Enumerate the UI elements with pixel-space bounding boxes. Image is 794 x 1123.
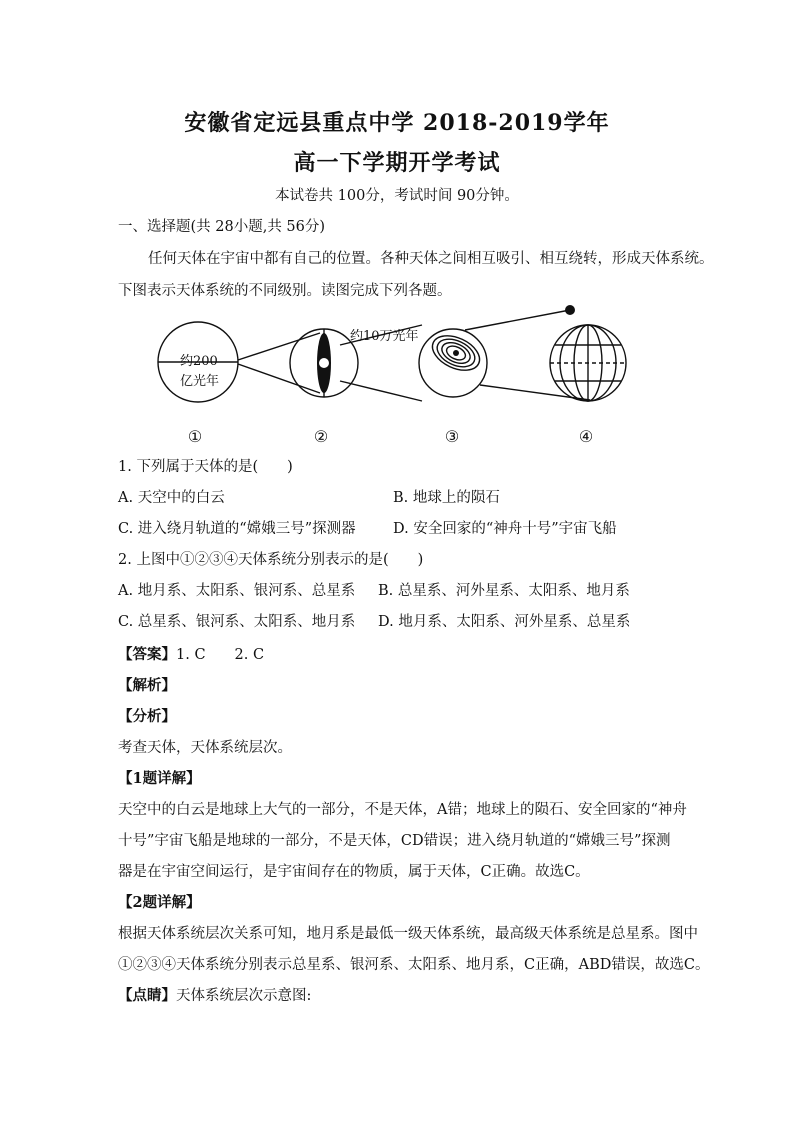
celestial-systems-figure xyxy=(150,305,650,420)
q1-option-a: A. 天空中的白云 xyxy=(118,490,225,506)
detail-1-line-3: 器是在宇宙空间运行，是宇宙间存在的物质，属于天体，C正确。故选C。 xyxy=(118,864,590,880)
fenxi-text: 考查天体，天体系统层次。 xyxy=(118,740,292,756)
dianjing-row xyxy=(118,986,311,1006)
q1-stem: 1. 下列属于天体的是( ) xyxy=(118,459,293,475)
detail-1-line-1: 天空中的白云是地球上大气的一部分，不是天体，A错；地球上的陨石、安全回家的“神舟 xyxy=(118,802,687,818)
q1-option-d: D. 安全回家的“神舟十号”宇宙飞船 xyxy=(393,521,617,537)
detail-1-line-2: 十号”宇宙飞船是地球的一部分，不是天体，CD错误；进入绕月轨道的“嫦娥三号”探测 xyxy=(118,833,671,849)
moon-dot xyxy=(565,305,575,315)
detail-2-label: 【2题详解】 xyxy=(118,894,201,911)
figure-num-3: ③ xyxy=(444,427,460,446)
label-100k-ly: 约10万光年 xyxy=(350,329,419,344)
figure-num-1: ① xyxy=(187,427,203,446)
answer-label: 【答案】 xyxy=(118,646,176,663)
fenxi-label: 【分析】 xyxy=(118,708,176,725)
answer-text: 1. C 2. C xyxy=(176,647,265,663)
detail-1-label: 【1题详解】 xyxy=(118,770,201,787)
intro-line-1: 任何天体在宇宙中都有自己的位置。各种天体之间相互吸引、相互绕转，形成天体系统。 xyxy=(148,251,714,267)
q2-stem: 2. 上图中①②③④天体系统分别表示的是( ) xyxy=(118,552,424,568)
page-title: 安徽省定远县重点中学 2018-2019学年 xyxy=(184,110,610,136)
analysis-label: 【解析】 xyxy=(118,677,176,694)
q1-option-c: C. 进入绕月轨道的“嫦娥三号”探测器 xyxy=(118,521,356,537)
label-200-top: 约200 xyxy=(180,354,218,369)
figure-num-2: ② xyxy=(313,427,329,446)
q2-option-a: A. 地月系、太阳系、银河系、总星系 xyxy=(118,583,356,599)
q2-option-c: C. 总星系、银河系、太阳系、地月系 xyxy=(118,614,356,630)
dianjing-label: 【点睛】 xyxy=(118,987,176,1004)
exam-info: 本试卷共 100分，考试时间 90分钟。 xyxy=(275,188,519,204)
section-heading: 一、选择题(共 28小题,共 56分) xyxy=(118,219,326,235)
q2-option-d: D. 地月系、太阳系、河外星系、总星系 xyxy=(378,614,631,630)
intro-line-2: 下图表示天体系统的不同级别。读图完成下列各题。 xyxy=(118,283,452,299)
q1-option-b: B. 地球上的陨石 xyxy=(393,490,500,506)
label-200-bottom: 亿光年 xyxy=(180,374,220,389)
answer-row xyxy=(118,645,264,665)
figure-num-4: ④ xyxy=(578,427,594,446)
page-subtitle-title: 高一下学期开学考试 xyxy=(293,150,501,176)
q2-option-b: B. 总星系、河外星系、太阳系、地月系 xyxy=(378,583,630,599)
detail-2-line-1: 根据天体系统层次关系可知，地月系是最低一级天体系统，最高级天体系统是总星系。图中 xyxy=(118,926,698,942)
dianjing-text: 天体系统层次示意图: xyxy=(176,988,312,1004)
detail-2-line-2: ①②③④天体系统分别表示总星系、银河系、太阳系、地月系，C正确，ABD错误，故选C。 xyxy=(118,957,710,973)
